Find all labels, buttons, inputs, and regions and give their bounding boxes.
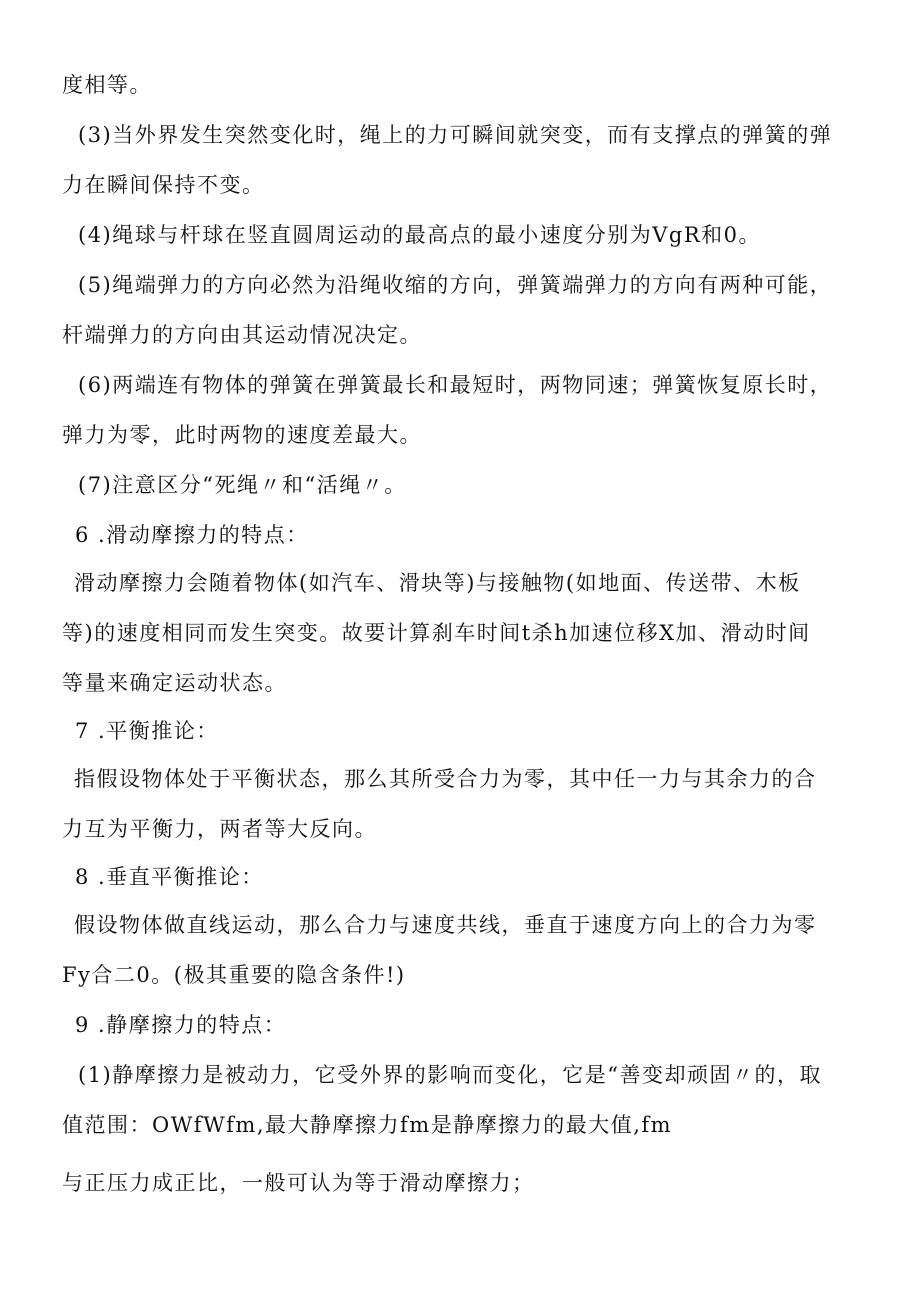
section-heading: 6 .滑动摩擦力的特点： — [75, 523, 309, 547]
text-line: 等量来确定运动状态。 — [62, 671, 287, 695]
text-line: 力互为平衡力，两者等大反向。 — [62, 817, 377, 841]
text-line: (1)静摩擦力是被动力，它受外界的影响而变化，它是“善变却顽固〃的，取 — [78, 1063, 822, 1087]
text-line: 值范围：OWfWfm,最大静摩擦力fm是静摩擦力的最大值,fm — [62, 1113, 673, 1137]
section-heading: 8 .垂直平衡推论： — [75, 865, 264, 889]
text-line: 与正压力成正比，一般可认为等于滑动摩擦力； — [62, 1171, 535, 1195]
section-heading: 7 .平衡推论： — [75, 719, 219, 743]
text-line: (7)注意区分“死绳〃和“活绳〃。 — [78, 473, 407, 497]
text-line: 力在瞬间保持不变。 — [62, 173, 265, 197]
text-line: (4)绳球与杆球在竖直圆周运动的最高点的最小速度分别为VgR和0。 — [78, 223, 762, 247]
text-line: 指假设物体处于平衡状态，那么其所受合力为零，其中任一力与其余力的合 — [74, 767, 817, 791]
section-heading: 9 .静摩擦力的特点： — [75, 1013, 287, 1037]
text-line: 杆端弹力的方向由其运动情况决定。 — [62, 323, 422, 347]
text-line: 等)的速度相同而发生突变。故要计算刹车时间t杀h加速位移X加、滑动时间 — [62, 621, 811, 645]
text-line: 度相等。 — [62, 73, 152, 97]
text-line: 假设物体做直线运动，那么合力与速度共线，垂直于速度方向上的合力为零 — [74, 913, 817, 937]
text-line: (6)两端连有物体的弹簧在弹簧最长和最短时，两物同速；弹簧恢复原长时， — [78, 373, 833, 397]
text-line: 滑动摩擦力会随着物体(如汽车、滑块等)与接触物(如地面、传送带、木板 — [74, 571, 801, 595]
text-line: (5)绳端弹力的方向必然为沿绳收缩的方向，弹簧端弹力的方向有两种可能， — [78, 273, 833, 297]
text-line: Fy合二0。(极其重要的隐含条件!) — [62, 963, 406, 987]
text-line: 弹力为零，此时两物的速度差最大。 — [62, 423, 422, 447]
text-line: (3)当外界发生突然变化时，绳上的力可瞬间就突变，而有支撑点的弹簧的弹 — [78, 123, 833, 147]
